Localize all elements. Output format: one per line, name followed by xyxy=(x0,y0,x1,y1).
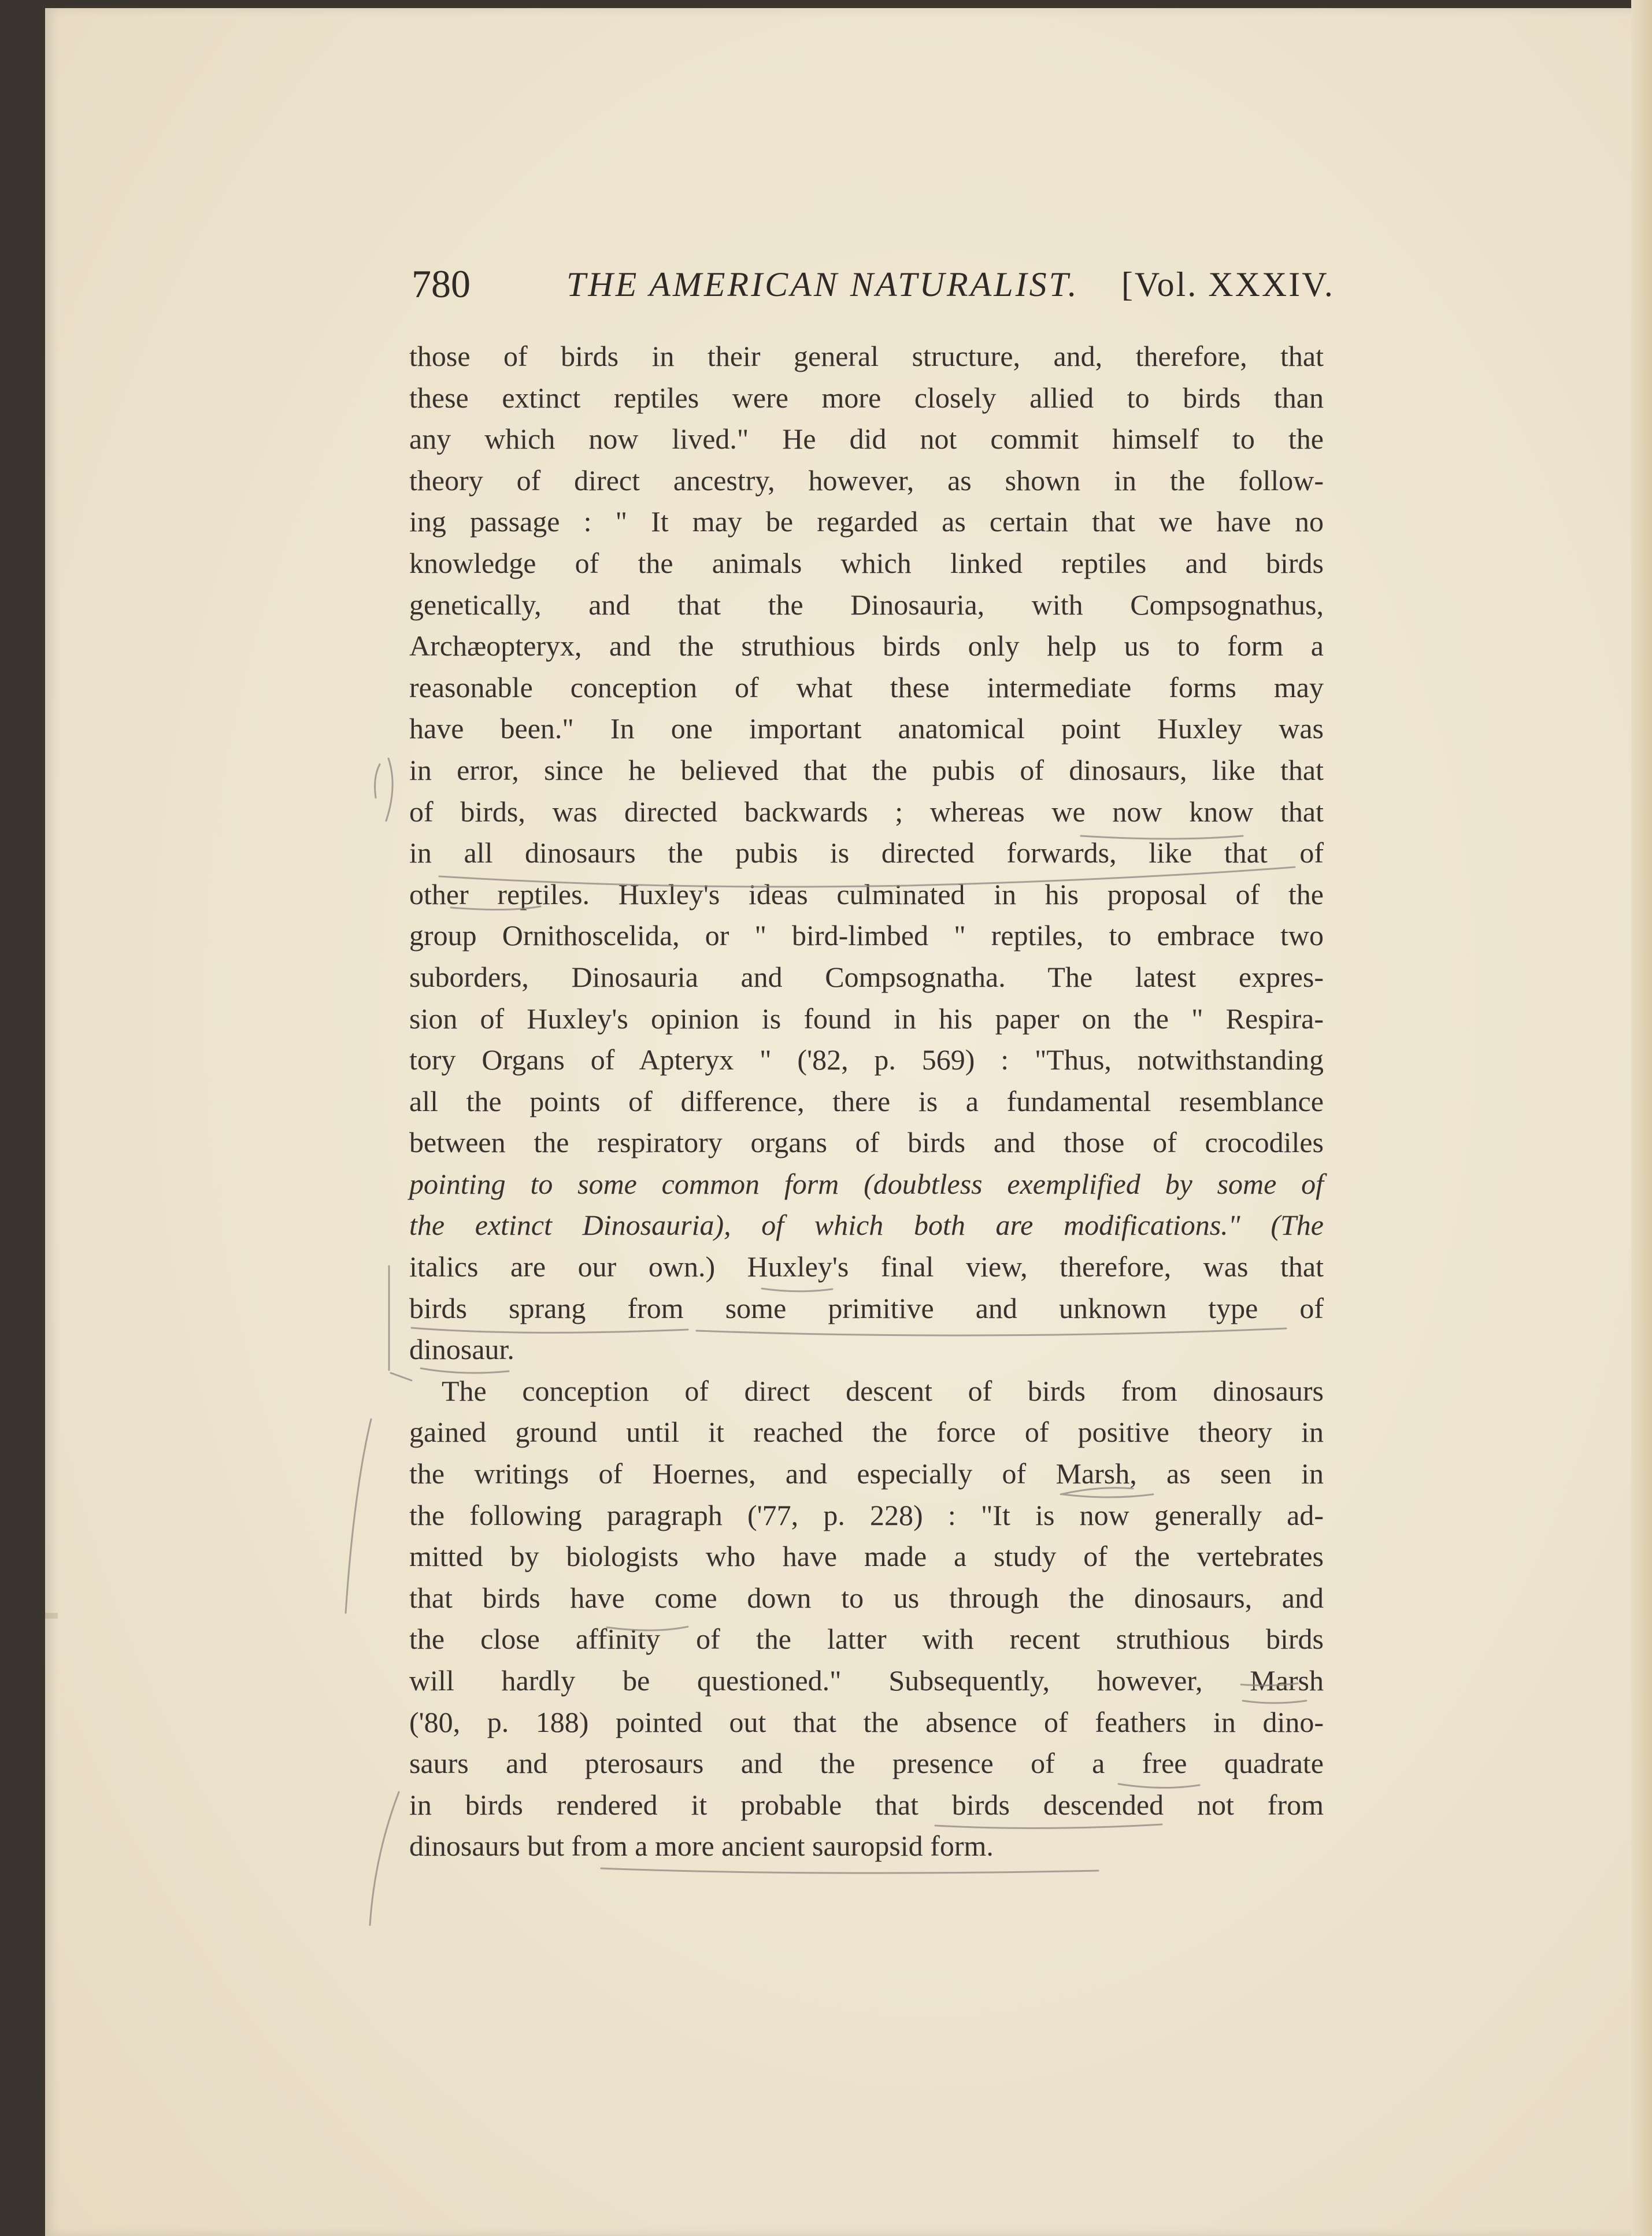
text-line: the following paragraph ('77, p. 228) : "It is now generally ad- xyxy=(409,1498,1324,1531)
text-line: italics are our own.) Huxley's final view, therefore, was that xyxy=(409,1250,1324,1283)
text-line: that birds have come down to us through the dinosaurs, and xyxy=(409,1581,1324,1614)
body-text xyxy=(409,336,1324,1867)
text-line: theory of direct ancestry, however, as shown in the follow- xyxy=(409,464,1324,497)
text-line: tory Organs of Apteryx " ('82, p. 569) : "Thus, notwithstanding xyxy=(409,1043,1324,1076)
text-line: ing passage : " It may be regarded as certain that we have no xyxy=(409,505,1324,538)
page-edge xyxy=(1631,0,1652,2236)
text-line-italic: the extinct Dinosauria), of which both are modifications." (The xyxy=(409,1209,1324,1242)
text-line: the close affinity of the latter with recent struthious birds xyxy=(409,1623,1324,1656)
text-line: the writings of Hoernes, and especially of Marsh, as seen in xyxy=(409,1457,1324,1490)
text-line: of birds, was directed backwards ; whereas we now know that xyxy=(409,795,1324,828)
running-header xyxy=(412,261,1336,313)
text-line: sion of Huxley's opinion is found in his paper on the " Respira- xyxy=(409,1002,1324,1035)
text-line: will hardly be questioned." Subsequently, however, Marsh xyxy=(409,1664,1324,1697)
text-line: all the points of difference, there is a fundamental resemblance xyxy=(409,1084,1324,1117)
text-line: saurs and pterosaurs and the presence of a free quadrate xyxy=(409,1747,1324,1780)
paragraph-end-line: dinosaur. xyxy=(409,1333,514,1366)
text-line: group Ornithoscelida, or " bird-limbed " reptiles, to embrace two xyxy=(409,919,1324,952)
text-line: these extinct reptiles were more closely allied to birds than xyxy=(409,381,1324,414)
text-line: mitted by biologists who have made a study of the vertebrates xyxy=(409,1540,1324,1573)
text-line: Archæopteryx, and the struthious birds only help us to form a xyxy=(409,630,1324,662)
text-line: suborders, Dinosauria and Compsognatha. The latest expres- xyxy=(409,960,1324,993)
text-line: birds sprang from some primitive and unknown type of xyxy=(409,1291,1324,1324)
journal-title: THE AMERICAN NATURALIST. xyxy=(566,265,1079,303)
text-line-italic: pointing to some common form (doubtless exemplified by some of xyxy=(409,1167,1324,1200)
text-line: gained ground until it reached the force of positive theory in xyxy=(409,1416,1324,1449)
text-line: any which now lived." He did not commit himself to the xyxy=(409,423,1324,456)
text-line: knowledge of the animals which linked reptiles and birds xyxy=(409,546,1324,579)
text-line: other reptiles. Huxley's ideas culminated in his proposal of the xyxy=(409,878,1324,910)
text-line: reasonable conception of what these intermediate forms may xyxy=(409,671,1324,704)
text-line: ('80, p. 188) pointed out that the absence of feathers in dino- xyxy=(409,1705,1324,1738)
text-line: those of birds in their general structure, and, therefore, that xyxy=(409,340,1324,372)
paragraph-start-line: The conception of direct descent of birds from dinosaurs xyxy=(442,1374,1324,1407)
paragraph-end-line: dinosaurs but from a more ancient sauropsid form. xyxy=(409,1830,994,1863)
text-line: genetically, and that the Dinosauria, with Compsognathus, xyxy=(409,588,1324,621)
volume-label: [Vol. XXXIV. xyxy=(1121,265,1335,303)
text-line: in error, since he believed that the pubis of dinosaurs, like that xyxy=(409,753,1324,786)
page-fold-mark xyxy=(45,1613,58,1619)
page-number: 780 xyxy=(412,262,471,306)
text-line: in all dinosaurs the pubis is directed forwards, like that of xyxy=(409,836,1324,869)
text-line: between the respiratory organs of birds and those of crocodiles xyxy=(409,1126,1324,1159)
text-line: have been." In one important anatomical point Huxley was xyxy=(409,712,1324,745)
text-line: in birds rendered it probable that birds descended not from xyxy=(409,1788,1324,1821)
